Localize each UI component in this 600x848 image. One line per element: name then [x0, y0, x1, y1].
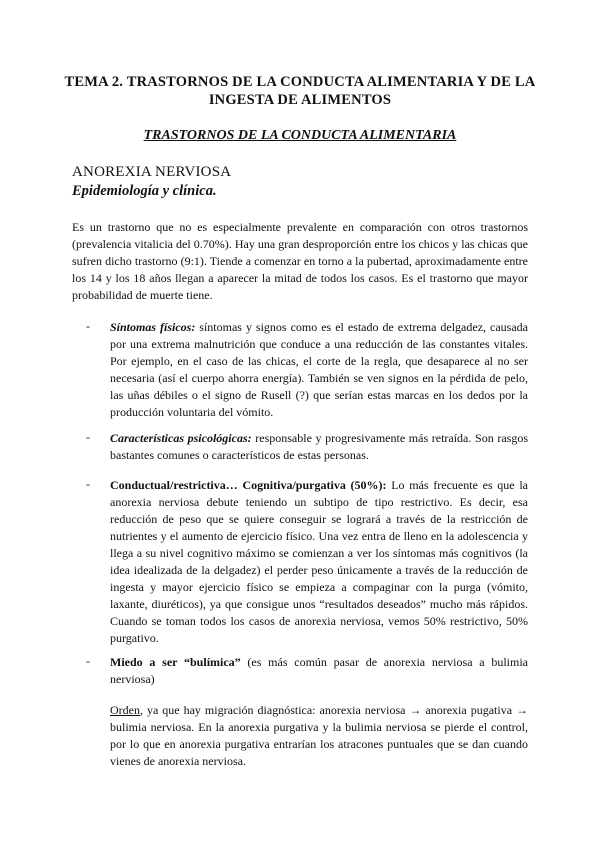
- document-title: [60, 73, 540, 109]
- bullet-text: Lo más frecuente es que la anorexia nerviosa debute teniendo un subtipo de tipo restrictivo. Es decir, esa reducción de peso que se quiere conseguir se logrará a través de la restricción de nutrientes y el aumento de ejercicio físico. Una vez entra de lleno en la adolescencia y llega a su nivel cognitivo máximo se comienzan a ver los síntomas más cognitivos (la idea idealizada de la delgadez) el perder peso únicamente a través de la reducción de ingesta y mayor ejercicio físico se empieza a compaginar con la purga (vómito, laxante, diuréticos), ya que consigue unos “resultados deseados” mucho más rápidos. Cuando se toman todos los casos de anorexia nerviosa, vemos 50% restrictivo, 50% purgativo.: [110, 478, 528, 645]
- bullet-dash: -: [86, 430, 90, 444]
- bullet-conductual: [110, 477, 528, 647]
- bullet-text: responsable y progresivamente más retraída. Son rasgos bastantes comunes o característicos de estas personas.: [110, 431, 528, 462]
- bullet-sintomas: [110, 319, 528, 421]
- bullet-psicologicas: [110, 430, 528, 464]
- orden-label: Orden: [110, 703, 140, 717]
- title-line-1: TEMA 2. TRASTORNOS DE LA CONDUCTA ALIMENTARIA Y DE LA: [64, 74, 536, 90]
- sub-heading: Epidemiología y clínica.: [72, 183, 217, 199]
- bullet-dash: -: [86, 319, 90, 333]
- orden-paragraph: [110, 702, 528, 770]
- bullet-text: síntomas y signos como es el estado de extrema delgadez, causada por una extrema malnutrición que conduce a una reducción de las constantes vitales. Por ejemplo, en el caso de las chicas, el corte de la regla, que desaparece al no ser necesaria (así el cuerpo ahorra energía). También se ven signos en la pérdida de pelo, las uñas débiles o el signo de Rusell (?) que serían estas marcas en los dedos por la producción voluntaria del vómito.: [110, 320, 528, 419]
- bullet-label: Conductual/restrictiva… Cognitiva/purgativa (50%):: [110, 478, 387, 492]
- intro-paragraph: Es un trastorno que no es especialmente prevalente en comparación con otros trastornos (prevalencia vitalicia del 0.70%). Hay una gran desproporción entre los chicos y las chicas que sufren dicho trastorno (9:1). Tiende a comenzar en torno a la pubertad, aproximadamente entre los 14 y los 18 años llegan a aparecer la mitad de todos los casos. Es el trastorno que mayor probabilidad de muerte tiene.: [72, 220, 528, 302]
- section-heading: ANOREXIA NERVIOSA: [72, 164, 232, 180]
- bullet-label: Miedo a ser “bulímica”: [110, 655, 241, 669]
- orden-text: , ya que hay migración diagnóstica: anorexia nerviosa → anorexia pugativa → bulimia nerviosa. En la anorexia purgativa y la bulimia nerviosa se pierde el control, por lo que en anorexia purgativa entrarían los atracones puntuales que se dan cuando vienes de anorexia nerviosa.: [110, 703, 528, 768]
- title-line-2: INGESTA DE ALIMENTOS: [208, 92, 392, 108]
- document-subtitle: TRASTORNOS DE LA CONDUCTA ALIMENTARIA: [143, 128, 457, 143]
- bullet-dash: -: [86, 477, 90, 491]
- bullet-label: Características psicológicas:: [110, 431, 252, 445]
- bullet-text: (es más común pasar de anorexia nerviosa a bulimia nerviosa): [110, 655, 529, 686]
- bullet-dash: -: [86, 654, 90, 668]
- bullet-label: Síntomas físicos:: [110, 320, 196, 334]
- bullet-miedo: [110, 654, 528, 688]
